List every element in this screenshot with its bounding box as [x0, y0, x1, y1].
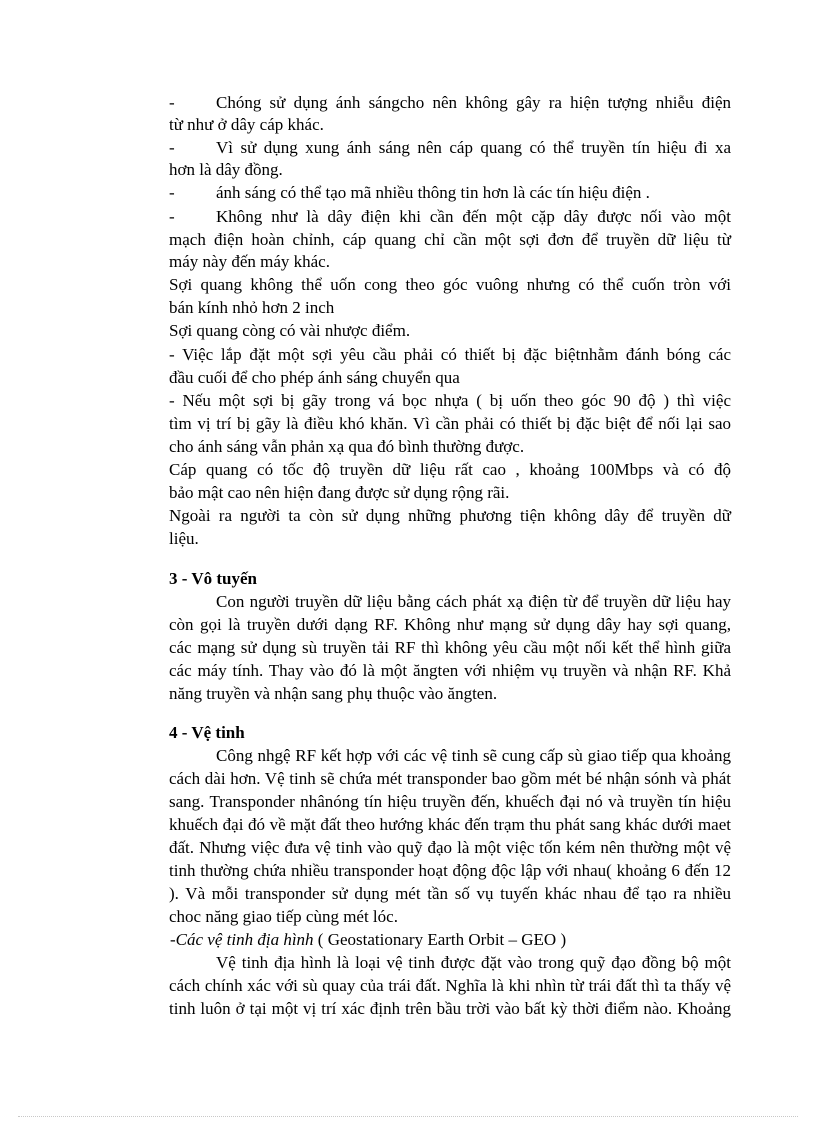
paragraph-line: cách chính xác với sù quay của trái đất. Nghĩa là khi nhìn từ trái đất thì ta thấy vệ	[169, 976, 731, 995]
paragraph-line-last: đầu cuối để cho phép ánh sáng chuyển qua	[169, 368, 460, 387]
paragraph-line: tìm vị trí bị gãy là điều khó khăn. Vì cần phải có thiết bị đặc biệt để nối lại sao	[169, 414, 731, 433]
bullet-line: Chóng sử dụng ánh sángcho nên không gây ra hiện tượng nhiễu điện	[216, 93, 731, 112]
paragraph-line: các máy tính. Thay vào đó là một ăngten với nhiệm vụ truyền và nhận RF. Khả	[169, 661, 731, 680]
bullet-dash: -	[169, 138, 175, 157]
bullet-line: mạch điện hoàn chỉnh, cáp quang chỉ cần một sợi đơn để truyền dữ liệu từ	[169, 230, 731, 249]
geo-subheading	[170, 929, 566, 951]
geo-dash: -	[170, 930, 176, 949]
paragraph-line: tinh luôn ở tại một vị trí xác định trên bầu trời vào bất kỳ thời điểm nào. Khoảng	[169, 999, 731, 1018]
paragraph-line: cách dài hơn. Vệ tinh sẽ chứa mét transponder bao gồm mét bé nhận sónh và phát	[169, 769, 731, 788]
paragraph-line: Công nhgệ RF kết hợp với các vệ tinh sẽ cung cấp sù giao tiếp qua khoảng	[216, 746, 731, 765]
paragraph-line: Vệ tinh địa hình là loại vệ tinh được đặt vào trong quỹ đạo đồng bộ một	[216, 953, 731, 972]
bullet-dash: -	[169, 93, 175, 112]
bullet-line-last: từ như ở dây cáp khác.	[169, 115, 324, 134]
paragraph-line-last: bán kính nhỏ hơn 2 inch	[169, 298, 335, 317]
paragraph-line-last: choc năng giao tiếp cùng mét lóc.	[169, 907, 398, 926]
paragraph-line: ). Và mỗi transponder sử dụng mét tần số vụ tuyến khác nhau để tạo ra nhiều	[169, 884, 731, 903]
bullet-dash: -	[169, 207, 175, 226]
paragraph-line: khuếch đại đó về mặt đất theo hướng khác đến trạm thu phát sang khác dưới maet	[169, 815, 731, 834]
bullet-line: Không như là dây điện khi cần đến một cặp dây được nối vào một	[216, 207, 731, 226]
section-heading-satellite: 4 - Vệ tinh	[169, 723, 245, 742]
bullet-line: Vì sử dụng xung ánh sáng nên cáp quang có thể truyền tín hiệu đi xa	[216, 138, 731, 157]
paragraph-line: Cáp quang có tốc độ truyền dữ liệu rất cao , khoảng 100Mbps và có độ	[169, 460, 731, 479]
bullet-line-last: ánh sáng có thể tạo mã nhiều thông tin hơn là các tín hiệu điện .	[216, 183, 650, 202]
paragraph-line: còn gọi là truyền dưới dạng RF. Không như mạng sử dụng dây hay sợi quang,	[169, 615, 731, 634]
paragraph-line: sang. Transponder nhânóng tín hiệu truyền đến, khuếch đại nó và truyền tín hiệu	[169, 792, 731, 811]
paragraph-line-last: Sợi quang còng có vài nhược điểm.	[169, 321, 411, 340]
bullet-dash: -	[169, 183, 175, 202]
paragraph-line: Sợi quang không thể uốn cong theo góc vuông nhưng có thể cuốn tròn với	[169, 275, 731, 294]
paragraph-line: - Việc lắp đặt một sợi yêu cầu phải có thiết bị đặc biệtnhằm đánh bóng các	[169, 345, 731, 364]
geo-italic-title: Các vệ tinh địa hình	[175, 930, 314, 949]
geo-title-rest: ( Geostationary Earth Orbit – GEO )	[313, 930, 567, 949]
paragraph-line-last: cho ánh sáng vẫn phản xạ qua đó bình thường được.	[169, 437, 525, 456]
paragraph-line-last: năng truyền và nhận sang phụ thuộc vào ăngten.	[169, 684, 498, 703]
section-heading-radio: 3 - Vô tuyến	[169, 569, 257, 588]
paragraph-line-last: bảo mật cao nên hiện đang được sử dụng rộng rãi.	[169, 483, 510, 502]
paragraph-line: các mạng sử dụng sù truyền tải RF thì không yêu cầu một nối kết thể hình giữa	[169, 638, 731, 657]
page-footer-rule	[18, 1116, 798, 1117]
paragraph-line: Ngoài ra người ta còn sử dụng những phương tiện không dây để truyền dữ	[169, 506, 731, 525]
bullet-line-last: máy này đến máy khác.	[169, 252, 330, 271]
paragraph-line: - Nếu một sợi bị gãy trong vá bọc nhựa ( bị uốn theo góc 90 độ ) thì việc	[169, 391, 731, 410]
paragraph-line: tinh thường chứa nhiều transponder hoạt động độc lập với nhau( khoảng 6 đến 12	[169, 861, 731, 880]
paragraph-line: đất. Nhưng việc đưa vệ tinh vào quỹ đạo là một việc tốn kém nên thường một vệ	[169, 838, 731, 857]
paragraph-line: Con người truyền dữ liệu bằng cách phát xạ điện từ để truyền dữ liệu hay	[216, 592, 731, 611]
bullet-line-last: hơn là dây đồng.	[169, 160, 283, 179]
paragraph-line-last: liệu.	[169, 529, 199, 548]
